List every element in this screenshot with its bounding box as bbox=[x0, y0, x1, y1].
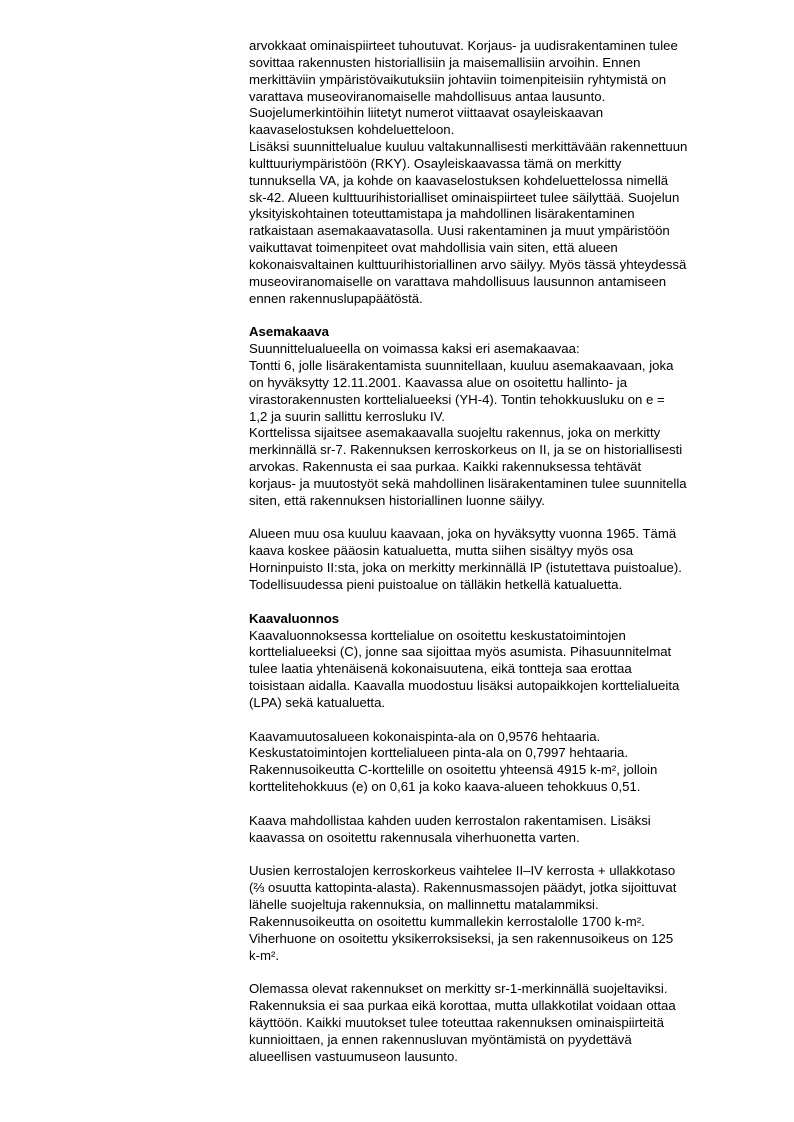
text-line: ratkaistaan asemakaavatasolla. Uusi rakentaminen ja muut ympäristöön bbox=[249, 223, 670, 239]
intro-paragraph bbox=[249, 38, 749, 308]
paragraph-gap bbox=[249, 594, 749, 611]
text-line: (⅔ osuutta kattopinta-alasta). Rakennusmassojen päädyt, jotka sijoittuvat bbox=[249, 880, 677, 896]
text-line: siten, että rakennuksen historiallinen luonne säilyy. bbox=[249, 492, 545, 508]
text-line: Rakennuksia ei saa purkaa eikä korottaa, mutta ullakkotilat voidaan ottaa bbox=[249, 998, 676, 1014]
paragraph-gap bbox=[249, 847, 749, 864]
text-line: korttelitehokkuus (e) on 0,61 ja koko kaava-alueen tehokkuus 0,51. bbox=[249, 779, 641, 795]
text-line: (LPA) sekä katualuetta. bbox=[249, 694, 386, 710]
text-line: Keskustatoimintojen korttelialueen pinta-ala on 0,7997 hehtaaria. bbox=[249, 745, 629, 761]
kaavaluonnos-section bbox=[249, 611, 749, 1066]
text-line: Suunnittelualueella on voimassa kaksi eri asemakaavaa: bbox=[249, 341, 580, 357]
text-line: Viherhuone on osoitettu yksikerroksiseksi, ja sen rakennusoikeus on 125 bbox=[249, 930, 674, 946]
text-line: kaavaselostuksen kohdeluetteloon. bbox=[249, 122, 455, 138]
text-line: vaikuttavat toimenpiteet ovat mahdollisia vain siten, että alueen bbox=[249, 240, 618, 256]
paragraph-gap bbox=[249, 796, 749, 813]
text-line: sovittaa rakennusten historiallisiin ja maisemallisiin arvoihin. Ennen bbox=[249, 54, 641, 70]
text-line: Horninpuisto II:sta, joka on merkitty merkinnällä IP (istutettava puistoalue). bbox=[249, 560, 682, 576]
text-line: Kaava mahdollistaa kahden uuden kerrostalon rakentamisen. Lisäksi bbox=[249, 812, 651, 828]
text-line: yksityiskohtainen toteuttamistapa ja mahdollinen lisärakentaminen bbox=[249, 206, 635, 222]
text-line: 1,2 ja suurin sallittu kerrosluku IV. bbox=[249, 408, 445, 424]
text-line: Rakennusoikeutta C-korttelille on osoitettu yhteensä 4915 k-m², jolloin bbox=[249, 762, 658, 778]
text-line: museoviranomaiselle on varattava mahdollisuus lausunnon antamiseen bbox=[249, 273, 667, 289]
text-line: tunnuksella VA, ja kohde on kaavaselostuksen kohdeluettelossa nimellä bbox=[249, 172, 669, 188]
paragraph-gap bbox=[249, 510, 749, 527]
text-line: varattava museoviranomaiselle mahdollisuus antaa lausunto. bbox=[249, 88, 606, 104]
document-page bbox=[249, 38, 749, 1065]
text-line: Suojelumerkintöihin liitetyt numerot viittaavat osayleiskaavan bbox=[249, 105, 604, 121]
text-line: kulttuuriympäristöön (RKY). Osayleiskaavassa tämä on merkitty bbox=[249, 155, 622, 171]
text-line: Todellisuudessa pieni puistoalue on tälläkin hetkellä katualuetta. bbox=[249, 577, 623, 592]
text-line: korttelialueeksi (C), jonne saa sijoittaa myös asumista. Pihasuunnitelmat bbox=[249, 644, 672, 660]
text-line: Lisäksi suunnittelualue kuuluu valtakunnallisesti merkittävään rakennettuun bbox=[249, 139, 688, 155]
text-line: Kaavaluonnoksessa korttelialue on osoitettu keskustatoimintojen bbox=[249, 627, 626, 643]
text-line: Tontti 6, jolle lisärakentamista suunnitellaan, kuuluu asemakaavaan, joka bbox=[249, 358, 674, 374]
text-line: ennen rakennuslupapäätöstä. bbox=[249, 290, 423, 306]
text-line: kunnioittaen, ja ennen rakennusluvan myöntämistä on pyydettävä bbox=[249, 1031, 632, 1047]
asemakaava-section bbox=[249, 324, 749, 594]
text-line: arvokas. Rakennusta ei saa purkaa. Kaikki rakennuksessa tehtävät bbox=[249, 459, 642, 475]
text-line: merkittäviin ympäristövaikutuksiin johtaviin toimenpiteisiin ryhtymistä on bbox=[249, 71, 667, 87]
text-line: on hyväksytty 12.11.2001. Kaavassa alue on osoitettu hallinto- ja bbox=[249, 374, 628, 390]
text-line: Kaavamuutosalueen kokonaispinta-ala on 0,9576 hehtaaria. bbox=[249, 728, 601, 744]
kaavaluonnos-heading: Kaavaluonnos bbox=[249, 610, 340, 626]
text-line: korjaus- ja muutostyöt sekä mahdollinen lisärakentaminen tulee suunnitella bbox=[249, 475, 687, 491]
text-line: merkinnällä sr-7. Rakennuksen kerroskorkeus on II, ja se on historiallisesti bbox=[249, 442, 683, 458]
text-line: Rakennusoikeutta on osoitettu kummallekin kerrostalolle 1700 k-m². bbox=[249, 913, 645, 929]
text-line: tulee laatia yhtenäisenä kokonaisuutena, eikä tontteja saa erottaa bbox=[249, 661, 632, 677]
text-line: Olemassa olevat rakennukset on merkitty sr-1-merkinnällä suojeltaviksi. bbox=[249, 981, 668, 997]
paragraph-gap bbox=[249, 964, 749, 981]
text-line: käyttöön. Kaikki muutokset tulee toteuttaa rakennuksen ominaispiirteitä bbox=[249, 1014, 664, 1030]
text-line: kaava koskee pääosin katualuetta, mutta siihen sisältyy myös osa bbox=[249, 543, 634, 559]
text-line: virastorakennusten korttelialueeksi (YH-4). Tontin tehokkuusluku on e = bbox=[249, 391, 665, 407]
text-line: lähelle suojeltuja rakennuksia, on mallinnettu matalammiksi. bbox=[249, 897, 599, 913]
text-line: kokonaisvaltainen kulttuurihistoriallinen arvo säilyy. Myös tässä yhteydessä bbox=[249, 256, 687, 272]
text-line: toisistaan aidalla. Kaavalla muodostuu lisäksi autopaikkojen korttelialueita bbox=[249, 678, 680, 694]
asemakaava-heading: Asemakaava bbox=[249, 324, 329, 340]
text-line: sk-42. Alueen kulttuurihistorialliset ominaispiirteet tulee säilyttää. Suojelun bbox=[249, 189, 680, 205]
paragraph-gap bbox=[249, 308, 749, 325]
paragraph-gap bbox=[249, 712, 749, 729]
text-line: Korttelissa sijaitsee asemakaavalla suojeltu rakennus, joka on merkitty bbox=[249, 425, 661, 441]
text-line: kaavassa on osoitettu rakennusala viherhuonetta varten. bbox=[249, 829, 580, 845]
text-line: k-m². bbox=[249, 947, 280, 963]
text-line: alueellisen vastuumuseon lausunto. bbox=[249, 1048, 458, 1064]
text-line: Uusien kerrostalojen kerroskorkeus vaihtelee II–IV kerrosta + ullakkotaso bbox=[249, 863, 676, 879]
text-line: Alueen muu osa kuuluu kaavaan, joka on hyväksytty vuonna 1965. Tämä bbox=[249, 526, 677, 542]
text-line: arvokkaat ominaispiirteet tuhoutuvat. Korjaus- ja uudisrakentaminen tulee bbox=[249, 38, 678, 53]
